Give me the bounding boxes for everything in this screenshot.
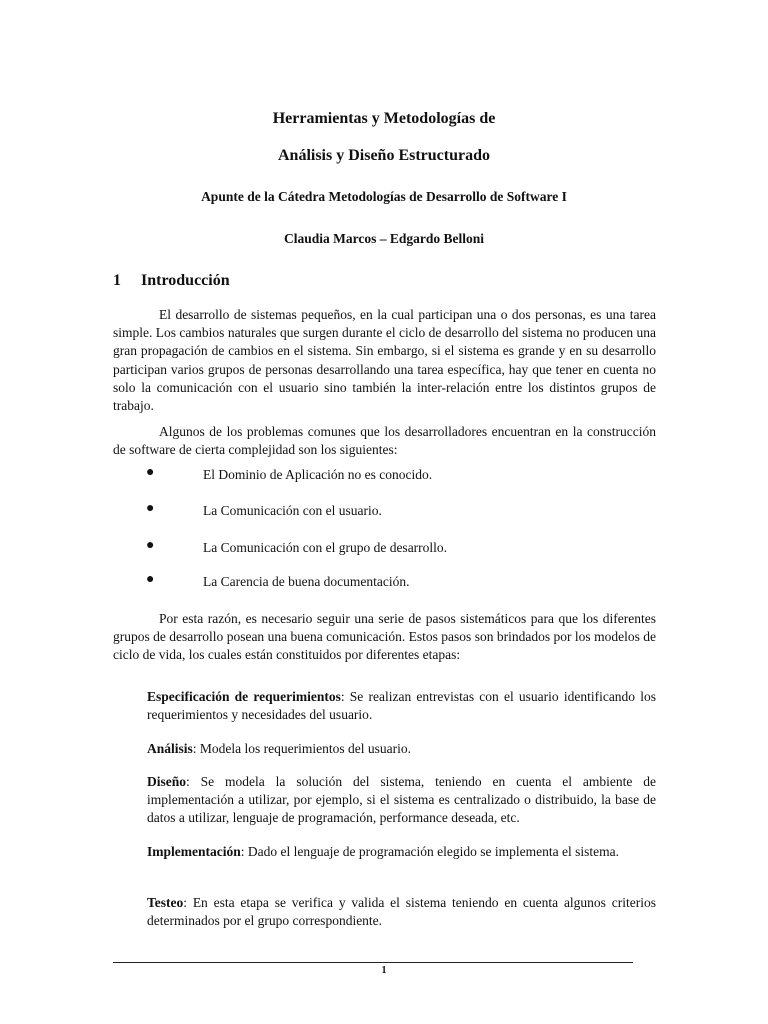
document-title-line-2: Análisis y Diseño Estructurado bbox=[277, 147, 491, 164]
stage-term: Implementación bbox=[147, 844, 241, 859]
document-subtitle: Apunte de la Cátedra Metodologías de Desarrollo de Software I bbox=[201, 189, 567, 204]
stage-analysis bbox=[147, 740, 656, 758]
bullet-text: La Comunicación con el grupo de desarrollo. bbox=[203, 540, 448, 555]
stage-term: Testeo bbox=[147, 895, 184, 910]
section-number: 1 bbox=[113, 272, 121, 289]
document-authors: Claudia Marcos – Edgardo Belloni bbox=[283, 231, 485, 246]
bullet-icon: ● bbox=[146, 501, 155, 516]
document-title-line-1: Herramientas y Metodologías de bbox=[272, 110, 496, 127]
stage-description: : Modela los requerimientos del usuario. bbox=[192, 741, 411, 756]
paragraph-2: Algunos de los problemas comunes que los desarrolladores encuentran en la construcción de software de cierta complejidad son los siguientes: bbox=[113, 424, 656, 458]
section-heading bbox=[113, 272, 230, 290]
paragraph-3: Por esta razón, es necesario seguir una serie de pasos sistemáticos para que los diferentes grupos de desarrollo posean una buena comunicación. Estos pasos son brindados por los modelos de ciclo de vida, los cuales están constituidos por diferentes etapas: bbox=[113, 611, 656, 663]
stage-term: Diseño bbox=[147, 774, 187, 789]
section-title: Introducción bbox=[141, 272, 230, 289]
bullet-icon: ● bbox=[146, 572, 155, 587]
stage-term: Análisis bbox=[147, 741, 193, 756]
stage-description: : Se modela la solución del sistema, teniendo en cuenta el ambiente de implementación a utilizar, por ejemplo, si el sistema es centralizado o distribuido, la base de datos a utilizar, lenguaje de programación, performance deseada, etc. bbox=[147, 774, 656, 826]
stage-description: : Dado el lenguaje de programación elegido se implementa el sistema. bbox=[240, 844, 619, 859]
stage-description: : En esta etapa se verifica y valida el sistema teniendo en cuenta algunos criterios determinados por el grupo correspondiente. bbox=[147, 895, 656, 929]
stage-testing bbox=[147, 894, 656, 930]
page-number: 1 bbox=[381, 965, 387, 976]
bullet-icon: ● bbox=[146, 465, 155, 480]
stage-description: : Se realizan entrevistas con el usuario identificando los requerimientos y necesidades del usuario. bbox=[147, 689, 656, 723]
bullet-text: El Dominio de Aplicación no es conocido. bbox=[203, 467, 433, 482]
stage-implementation bbox=[147, 843, 656, 861]
stage-requirements bbox=[147, 688, 656, 724]
stage-design bbox=[147, 773, 656, 828]
bullet-text: La Carencia de buena documentación. bbox=[203, 574, 410, 589]
stage-term: Especificación de requerimientos bbox=[147, 689, 341, 704]
bullet-text: La Comunicación con el usuario. bbox=[203, 503, 382, 518]
paragraph-1: El desarrollo de sistemas pequeños, en la cual participan una o dos personas, es una tarea simple. Los cambios naturales que surgen durante el ciclo de desarrollo del sistema no producen una gran propagación de cambios en el sistema. Sin embargo, si el sistema es grande y en su desarrollo participan varios grupos de personas desarrollando una tarea específica, hay que tener en cuenta no solo la comunicación con el usuario sino también la inter-relación entre los distintos grupos de trabajo. bbox=[113, 307, 656, 414]
bullet-icon: ● bbox=[146, 538, 155, 553]
footer-divider bbox=[113, 962, 633, 963]
